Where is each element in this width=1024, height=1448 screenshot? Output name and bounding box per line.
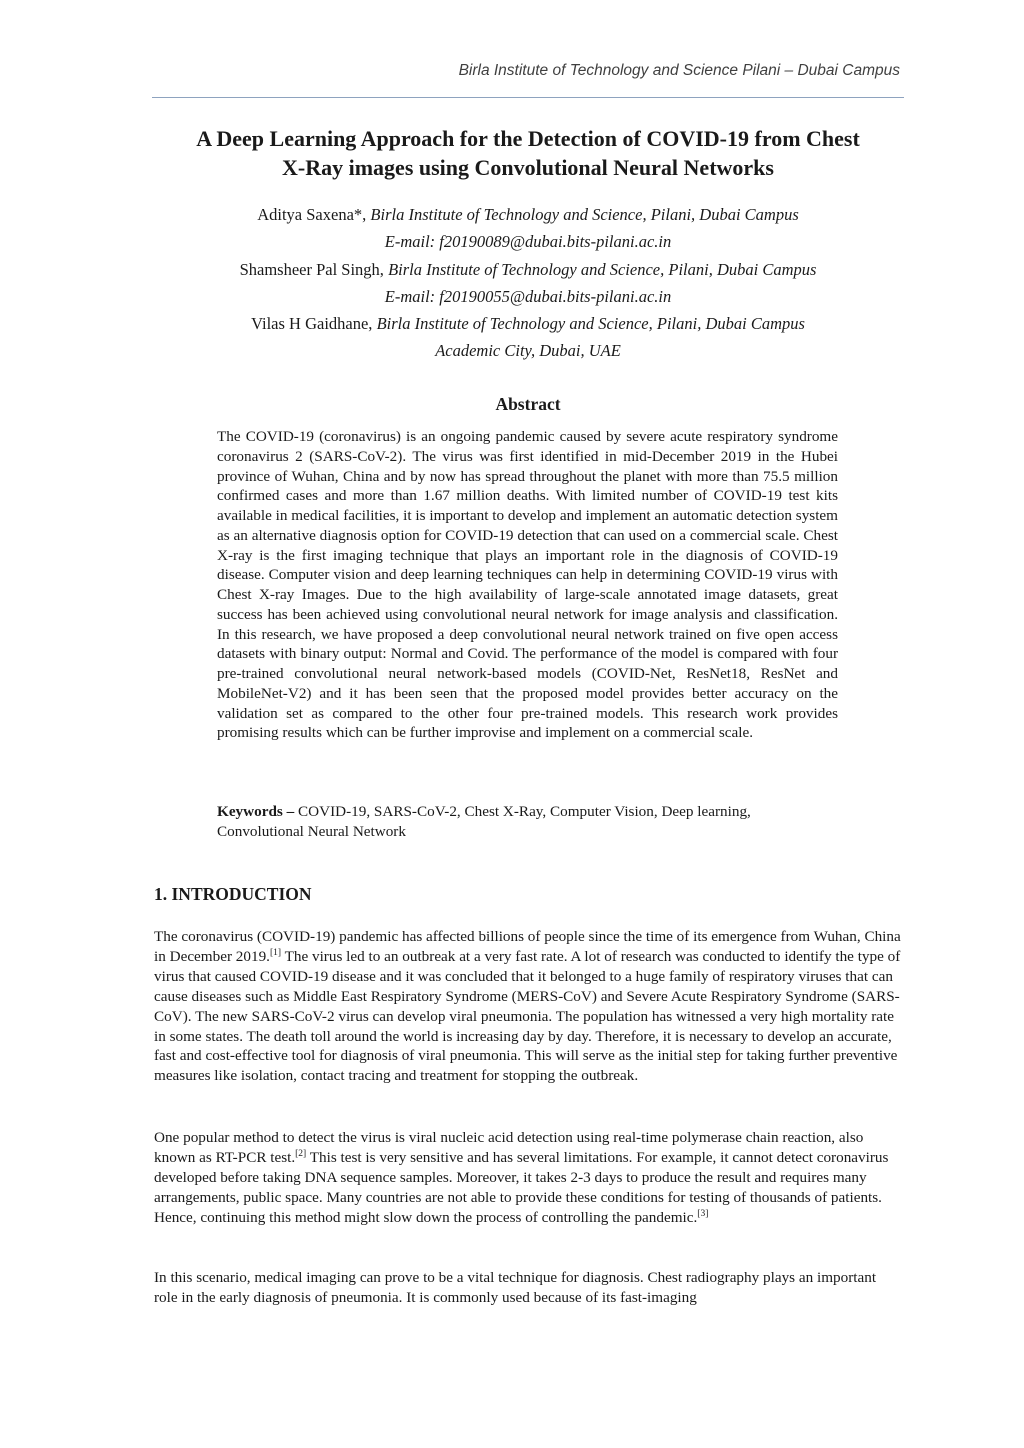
author-2-affiliation: Birla Institute of Technology and Science, Pilani, Dubai Campus [388, 259, 817, 279]
author-3-location: Academic City, Dubai, UAE [435, 341, 621, 361]
header-rule [152, 97, 904, 98]
author-1-name: Aditya Saxena*, [257, 205, 371, 224]
author-2-email: E-mail: f20190055@dubai.bits-pilani.ac.in [384, 286, 672, 306]
keywords-label: Keywords – [217, 803, 298, 820]
author-1-affiliation: Birla Institute of Technology and Science, Pilani, Dubai Campus [370, 205, 799, 224]
citation-3: [3] [697, 1208, 709, 1219]
running-header: Birla Institute of Technology and Science Pilani – Dubai Campus [458, 62, 900, 79]
author-3 [120, 310, 936, 337]
title-line-1: A Deep Learning Approach for the Detection of COVID-19 from Chest [196, 126, 860, 151]
author-3-name: Vilas H Gaidhane, [251, 314, 377, 334]
author-3-affiliation: Birla Institute of Technology and Science, Pilani, Dubai Campus [376, 314, 805, 334]
paper-title [120, 124, 936, 182]
citation-1: [1] [269, 947, 282, 958]
intro-paragraph-3: In this scenario, medical imaging can prove to be a vital technique for diagnosis. Chest radiography plays an important role in the early diagnosis of pneumonia. It is commonly used because of its fast-imaging [154, 1269, 877, 1306]
author-1-email: E-mail: f20190089@dubai.bits-pilani.ac.in [384, 232, 672, 252]
keywords-text: COVID-19, SARS-CoV-2, Chest X-Ray, Computer Vision, Deep learning, Convolutional Neural Network [217, 803, 751, 840]
citation-2: [2] [295, 1148, 307, 1159]
author-2 [120, 256, 936, 283]
title-line-2: X-Ray images using Convolutional Neural Networks [282, 155, 774, 180]
intro-paragraph-1: The coronavirus (COVID-19) pandemic has affected billions of people since the time of its emergence from Wuhan, China in December 2019.[1] The virus led to an outbreak at a very fast rate. A lot of research was conducted to identify the type of virus that caused COVID-19 disease and it was concluded that it belonged to a huge family of respiratory viruses that can cause diseases such as Middle East Respiratory Syndrome (MERS-CoV) and Severe Acute Respiratory Syndrome (SARS-CoV). The new SARS-CoV-2 virus can develop viral pneumonia. The population has witnessed a very high mortality rate in some states. The death toll around the world is increasing day by day. Therefore, it is necessary to develop an accurate, fast and cost-effective tool for diagnosis of viral pneumonia. This will serve as the initial step for taking further preventive measures like isolation, contact tracing and treatment for stopping the outbreak. [154, 928, 901, 1085]
abstract-heading: Abstract [495, 394, 561, 414]
author-2-name: Shamsheer Pal Singh, [239, 259, 389, 279]
author-1 [120, 201, 936, 228]
abstract-text: The COVID-19 (coronavirus) is an ongoing pandemic caused by severe acute respiratory syndrome coronavirus 2 (SARS-CoV-2). The virus was first identified in mid-December 2019 in the Hubei province of Wuhan, China and by now has spread throughout the planet with more than 75.5 million confirmed cases and more than 1.67 million deaths. With limited number of COVID-19 test kits available in medical facilities, it is important to develop and implement an automatic detection system as an alternative diagnosis option for COVID-19 detection that can used on a commercial scale. Chest X-ray is the first imaging technique that plays an important role in the diagnosis of COVID-19 disease. Computer vision and deep learning techniques can help in determining COVID-19 virus with Chest X-ray Images. Due to the high availability of large-scale annotated image datasets, great success has been achieved using convolutional neural network for image analysis and classification. In this research, we have proposed a deep convolutional neural network trained on five open access datasets with binary output: Normal and Covid. The performance of the model is compared with four pre-trained convolutional neural network-based models (COVID-Net, ResNet18, ResNet and MobileNet-V2) and it has been seen that the proposed model provides better accuracy on the validation set as compared to the other four pre-trained models. This research work provides promising results which can be further improvise and implement on a commercial scale. [217, 428, 838, 742]
section-heading-introduction: 1. INTRODUCTION [154, 884, 312, 904]
intro-paragraph-2: One popular method to detect the virus is viral nucleic acid detection using real-time polymerase chain reaction, also known as RT-PCR test.[2] This test is very sensitive and has several limitations. For example, it cannot detect coronavirus developed before taking DNA sequence samples. Moreover, it takes 2-3 days to produce the result and requires many arrangements, public space. Many countries are not able to provide these conditions for testing of thousands of patients. Hence, continuing this method might slow down the process of controlling the pandemic.[3] [154, 1129, 889, 1226]
author-block [120, 201, 936, 365]
keywords [217, 802, 838, 842]
